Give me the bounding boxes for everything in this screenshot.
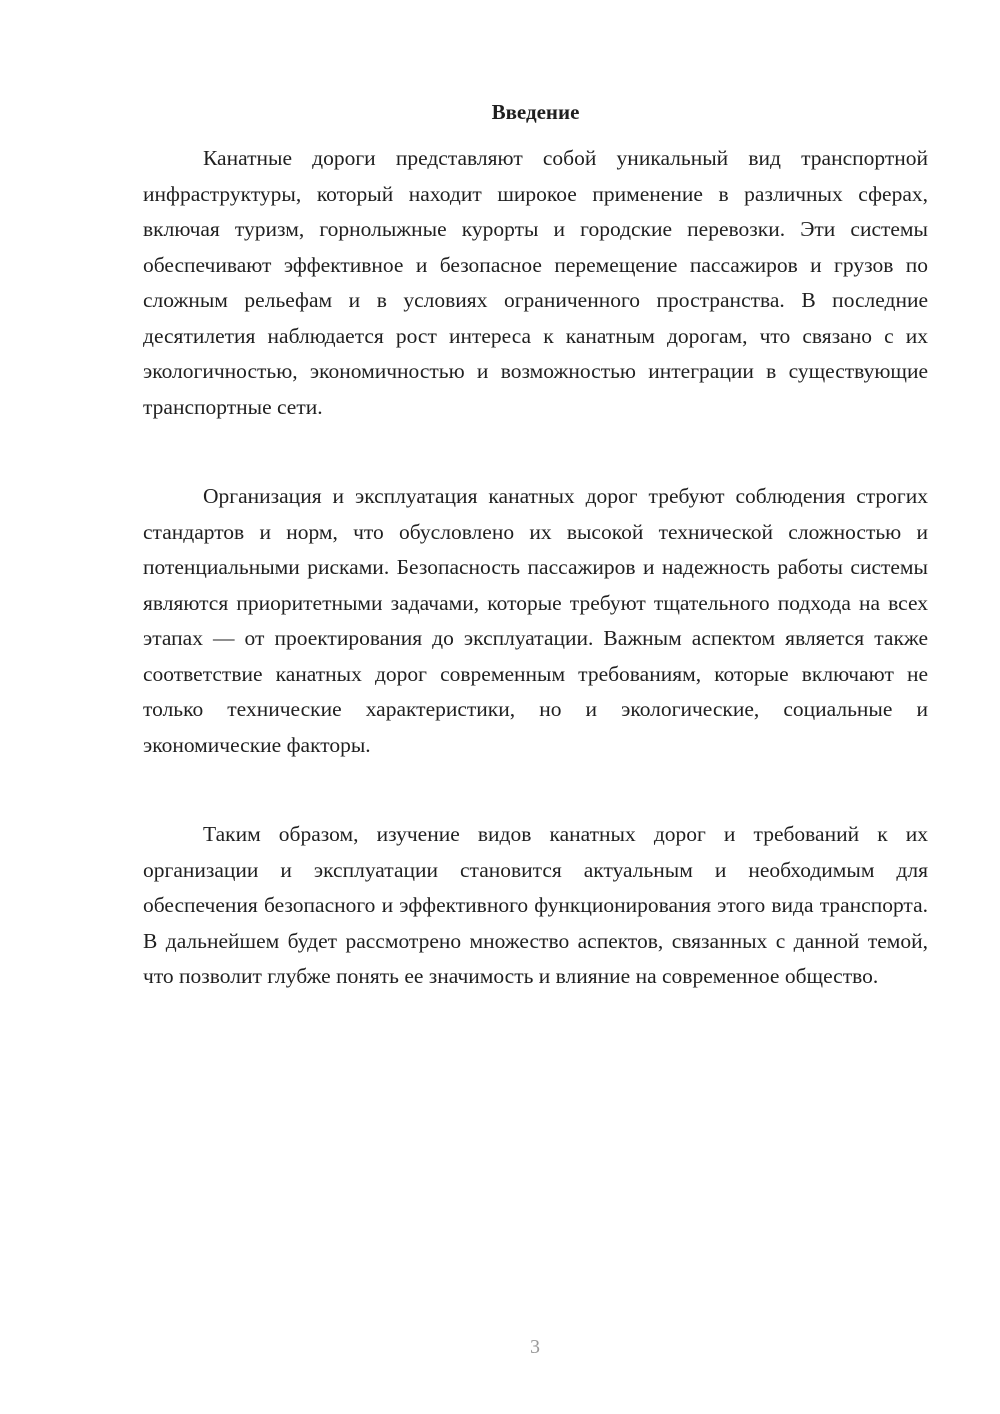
- paragraph-1: Канатные дороги представляют собой уникальный вид транспортной инфраструктуры, который находит широкое применение в различных сферах, включая туризм, горнолыжные курорты и городские перевозки. Эти системы обеспечивают эффективное и безопасное перемещение пассажиров и грузов по сложным рельефам и в условиях ограниченного пространства. В последние десятилетия наблюдается рост интереса к канатным дорогам, что связано с их экологичностью, экономичностью и возможностью интеграции в существующие транспортные сети.: [143, 146, 928, 419]
- paragraph-3: Таким образом, изучение видов канатных дорог и требований к их организации и эксплуатации становится актуальным и необходимым для обеспечения безопасного и эффективного функционирования этого вида транспорта. В дальнейшем будет рассмотрено множество аспектов, связанных с данной темой, что позволит глубже понять ее значимость и влияние на современное общество.: [143, 822, 928, 988]
- section-title: Введение: [491, 100, 580, 124]
- page-number: 3: [530, 1336, 540, 1358]
- paragraph-2: Организация и эксплуатация канатных дорог требуют соблюдения строгих стандартов и норм, что обусловлено их высокой технической сложностью и потенциальными рисками. Безопасность пассажиров и надежность работы системы являются приоритетными задачами, которые требуют тщательного подхода на всех этапах — от проектирования до эксплуатации. Важным аспектом является также соответствие канатных дорог современным требованиям, которые включают не только технические характеристики, но и экологические, социальные и экономические факторы.: [143, 484, 928, 757]
